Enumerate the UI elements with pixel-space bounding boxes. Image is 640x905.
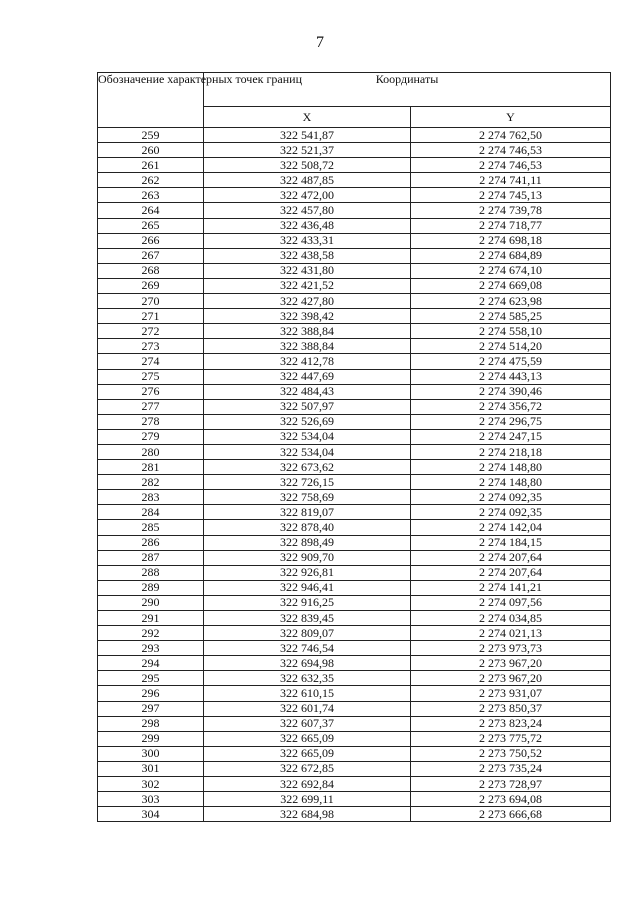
point-id-cell: 260: [98, 143, 204, 158]
table-row: [98, 143, 611, 158]
table-row: [98, 656, 611, 671]
table-row: [98, 173, 611, 188]
y-coordinate-cell: 2 274 746,53: [411, 158, 611, 173]
x-coordinate-cell: 322 909,70: [204, 550, 411, 565]
x-coordinate-cell: 322 898,49: [204, 535, 411, 550]
y-coordinate-cell: 2 274 390,46: [411, 384, 611, 399]
table-row: [98, 233, 611, 248]
y-coordinate-cell: 2 274 669,08: [411, 278, 611, 293]
point-id-cell: 263: [98, 188, 204, 203]
y-coordinate-cell: 2 274 021,13: [411, 626, 611, 641]
table-row: [98, 595, 611, 610]
point-id-cell: 294: [98, 656, 204, 671]
y-coordinate-cell: 2 273 735,24: [411, 761, 611, 776]
table-row: [98, 535, 611, 550]
point-id-cell: 295: [98, 671, 204, 686]
y-coordinate-cell: 2 274 623,98: [411, 294, 611, 309]
point-id-cell: 285: [98, 520, 204, 535]
x-coordinate-cell: 322 916,25: [204, 595, 411, 610]
table-row: [98, 384, 611, 399]
y-coordinate-cell: 2 273 666,68: [411, 807, 611, 822]
table-row: [98, 716, 611, 731]
y-coordinate-cell: 2 274 558,10: [411, 324, 611, 339]
x-coordinate-cell: 322 508,72: [204, 158, 411, 173]
y-coordinate-cell: 2 274 218,18: [411, 444, 611, 459]
x-coordinate-cell: 322 672,85: [204, 761, 411, 776]
x-coordinate-cell: 322 447,69: [204, 369, 411, 384]
y-coordinate-cell: 2 273 823,24: [411, 716, 611, 731]
table-row: [98, 414, 611, 429]
point-id-cell: 298: [98, 716, 204, 731]
x-coordinate-cell: 322 878,40: [204, 520, 411, 535]
x-coordinate-cell: 322 926,81: [204, 565, 411, 580]
table-row: [98, 263, 611, 278]
table-row: [98, 429, 611, 444]
point-id-cell: 274: [98, 354, 204, 369]
y-coordinate-cell: 2 274 184,15: [411, 535, 611, 550]
header-coordinates: Координаты: [204, 73, 611, 107]
x-coordinate-cell: 322 438,58: [204, 248, 411, 263]
x-coordinate-cell: 322 431,80: [204, 263, 411, 278]
y-coordinate-cell: 2 274 148,80: [411, 475, 611, 490]
point-id-cell: 286: [98, 535, 204, 550]
x-coordinate-cell: 322 839,45: [204, 611, 411, 626]
table-row: [98, 550, 611, 565]
point-id-cell: 290: [98, 595, 204, 610]
y-coordinate-cell: 2 274 684,89: [411, 248, 611, 263]
point-id-cell: 303: [98, 792, 204, 807]
table-row: [98, 505, 611, 520]
table-row: [98, 520, 611, 535]
table-row: [98, 777, 611, 792]
table-row: [98, 324, 611, 339]
x-coordinate-cell: 322 819,07: [204, 505, 411, 520]
x-coordinate-cell: 322 534,04: [204, 444, 411, 459]
x-coordinate-cell: 322 388,84: [204, 324, 411, 339]
y-coordinate-cell: 2 274 034,85: [411, 611, 611, 626]
table-row: [98, 294, 611, 309]
point-id-cell: 280: [98, 444, 204, 459]
point-id-cell: 268: [98, 263, 204, 278]
point-id-cell: 304: [98, 807, 204, 822]
table-row: [98, 565, 611, 580]
x-coordinate-cell: 322 526,69: [204, 414, 411, 429]
x-coordinate-cell: 322 472,00: [204, 188, 411, 203]
y-coordinate-cell: 2 273 694,08: [411, 792, 611, 807]
table-row: [98, 354, 611, 369]
point-id-cell: 288: [98, 565, 204, 580]
point-id-cell: 292: [98, 626, 204, 641]
table-row: [98, 475, 611, 490]
page-number: 7: [316, 34, 324, 51]
point-id-cell: 283: [98, 490, 204, 505]
x-coordinate-cell: 322 534,04: [204, 429, 411, 444]
y-coordinate-cell: 2 274 097,56: [411, 595, 611, 610]
y-coordinate-cell: 2 273 967,20: [411, 671, 611, 686]
y-coordinate-cell: 2 274 475,59: [411, 354, 611, 369]
point-id-cell: 277: [98, 399, 204, 414]
y-coordinate-cell: 2 273 967,20: [411, 656, 611, 671]
y-coordinate-cell: 2 274 207,64: [411, 550, 611, 565]
point-id-cell: 279: [98, 429, 204, 444]
header-x: X: [204, 107, 411, 128]
y-coordinate-cell: 2 274 148,80: [411, 460, 611, 475]
table-row: [98, 686, 611, 701]
x-coordinate-cell: 322 665,09: [204, 746, 411, 761]
point-id-cell: 300: [98, 746, 204, 761]
x-coordinate-cell: 322 601,74: [204, 701, 411, 716]
point-id-cell: 297: [98, 701, 204, 716]
x-coordinate-cell: 322 607,37: [204, 716, 411, 731]
table-row: [98, 309, 611, 324]
table-row: [98, 746, 611, 761]
point-id-cell: 261: [98, 158, 204, 173]
point-id-cell: 281: [98, 460, 204, 475]
x-coordinate-cell: 322 433,31: [204, 233, 411, 248]
y-coordinate-cell: 2 274 746,53: [411, 143, 611, 158]
y-coordinate-cell: 2 274 514,20: [411, 339, 611, 354]
x-coordinate-cell: 322 412,78: [204, 354, 411, 369]
point-id-cell: 282: [98, 475, 204, 490]
table-row: [98, 641, 611, 656]
y-coordinate-cell: 2 274 698,18: [411, 233, 611, 248]
point-id-cell: 299: [98, 731, 204, 746]
point-id-cell: 262: [98, 173, 204, 188]
point-id-cell: 272: [98, 324, 204, 339]
y-coordinate-cell: 2 274 092,35: [411, 490, 611, 505]
x-coordinate-cell: 322 427,80: [204, 294, 411, 309]
x-coordinate-cell: 322 946,41: [204, 580, 411, 595]
y-coordinate-cell: 2 273 931,07: [411, 686, 611, 701]
x-coordinate-cell: 322 746,54: [204, 641, 411, 656]
x-coordinate-cell: 322 388,84: [204, 339, 411, 354]
x-coordinate-cell: 322 684,98: [204, 807, 411, 822]
table-row: [98, 792, 611, 807]
x-coordinate-cell: 322 610,15: [204, 686, 411, 701]
table-row: [98, 218, 611, 233]
table-row: [98, 128, 611, 143]
table-row: [98, 807, 611, 822]
x-coordinate-cell: 322 484,43: [204, 384, 411, 399]
y-coordinate-cell: 2 274 585,25: [411, 309, 611, 324]
point-id-cell: 269: [98, 278, 204, 293]
x-coordinate-cell: 322 699,11: [204, 792, 411, 807]
x-coordinate-cell: 322 673,62: [204, 460, 411, 475]
y-coordinate-cell: 2 273 750,52: [411, 746, 611, 761]
x-coordinate-cell: 322 758,69: [204, 490, 411, 505]
y-coordinate-cell: 2 274 356,72: [411, 399, 611, 414]
x-coordinate-cell: 322 421,52: [204, 278, 411, 293]
x-coordinate-cell: 322 726,15: [204, 475, 411, 490]
point-id-cell: 266: [98, 233, 204, 248]
y-coordinate-cell: 2 274 718,77: [411, 218, 611, 233]
x-coordinate-cell: 322 487,85: [204, 173, 411, 188]
table-row: [98, 731, 611, 746]
y-coordinate-cell: 2 273 728,97: [411, 777, 611, 792]
point-id-cell: 275: [98, 369, 204, 384]
x-coordinate-cell: 322 507,97: [204, 399, 411, 414]
header-designation: Обозначение характерных точек границ: [98, 73, 204, 128]
table-row: [98, 580, 611, 595]
x-coordinate-cell: 322 398,42: [204, 309, 411, 324]
table-row: [98, 339, 611, 354]
point-id-cell: 293: [98, 641, 204, 656]
point-id-cell: 271: [98, 309, 204, 324]
table-row: [98, 761, 611, 776]
y-coordinate-cell: 2 274 741,11: [411, 173, 611, 188]
x-coordinate-cell: 322 692,84: [204, 777, 411, 792]
point-id-cell: 270: [98, 294, 204, 309]
point-id-cell: 296: [98, 686, 204, 701]
y-coordinate-cell: 2 274 247,15: [411, 429, 611, 444]
point-id-cell: 273: [98, 339, 204, 354]
point-id-cell: 291: [98, 611, 204, 626]
table-row: [98, 188, 611, 203]
x-coordinate-cell: 322 436,48: [204, 218, 411, 233]
table-row: [98, 460, 611, 475]
table-row: [98, 369, 611, 384]
point-id-cell: 259: [98, 128, 204, 143]
header-y: Y: [411, 107, 611, 128]
y-coordinate-cell: 2 274 207,64: [411, 565, 611, 580]
x-coordinate-cell: 322 457,80: [204, 203, 411, 218]
point-id-cell: 302: [98, 777, 204, 792]
table-row: [98, 278, 611, 293]
table-row: [98, 671, 611, 686]
point-id-cell: 278: [98, 414, 204, 429]
point-id-cell: 265: [98, 218, 204, 233]
y-coordinate-cell: 2 274 296,75: [411, 414, 611, 429]
y-coordinate-cell: 2 274 739,78: [411, 203, 611, 218]
table-row: [98, 444, 611, 459]
table-row: [98, 626, 611, 641]
x-coordinate-cell: 322 694,98: [204, 656, 411, 671]
x-coordinate-cell: 322 809,07: [204, 626, 411, 641]
y-coordinate-cell: 2 274 745,13: [411, 188, 611, 203]
y-coordinate-cell: 2 274 674,10: [411, 263, 611, 278]
table-row: [98, 158, 611, 173]
point-id-cell: 301: [98, 761, 204, 776]
y-coordinate-cell: 2 274 141,21: [411, 580, 611, 595]
y-coordinate-cell: 2 273 973,73: [411, 641, 611, 656]
x-coordinate-cell: 322 521,37: [204, 143, 411, 158]
y-coordinate-cell: 2 273 850,37: [411, 701, 611, 716]
table-row: [98, 490, 611, 505]
y-coordinate-cell: 2 274 762,50: [411, 128, 611, 143]
table-row: [98, 611, 611, 626]
y-coordinate-cell: 2 274 142,04: [411, 520, 611, 535]
table-row: [98, 203, 611, 218]
x-coordinate-cell: 322 541,87: [204, 128, 411, 143]
x-coordinate-cell: 322 665,09: [204, 731, 411, 746]
table-row: [98, 399, 611, 414]
point-id-cell: 267: [98, 248, 204, 263]
y-coordinate-cell: 2 274 443,13: [411, 369, 611, 384]
y-coordinate-cell: 2 274 092,35: [411, 505, 611, 520]
table-row: [98, 248, 611, 263]
table-body: [98, 128, 611, 822]
point-id-cell: 264: [98, 203, 204, 218]
point-id-cell: 284: [98, 505, 204, 520]
point-id-cell: 289: [98, 580, 204, 595]
coordinates-table: [97, 72, 611, 822]
point-id-cell: 276: [98, 384, 204, 399]
point-id-cell: 287: [98, 550, 204, 565]
table-row: [98, 701, 611, 716]
y-coordinate-cell: 2 273 775,72: [411, 731, 611, 746]
x-coordinate-cell: 322 632,35: [204, 671, 411, 686]
